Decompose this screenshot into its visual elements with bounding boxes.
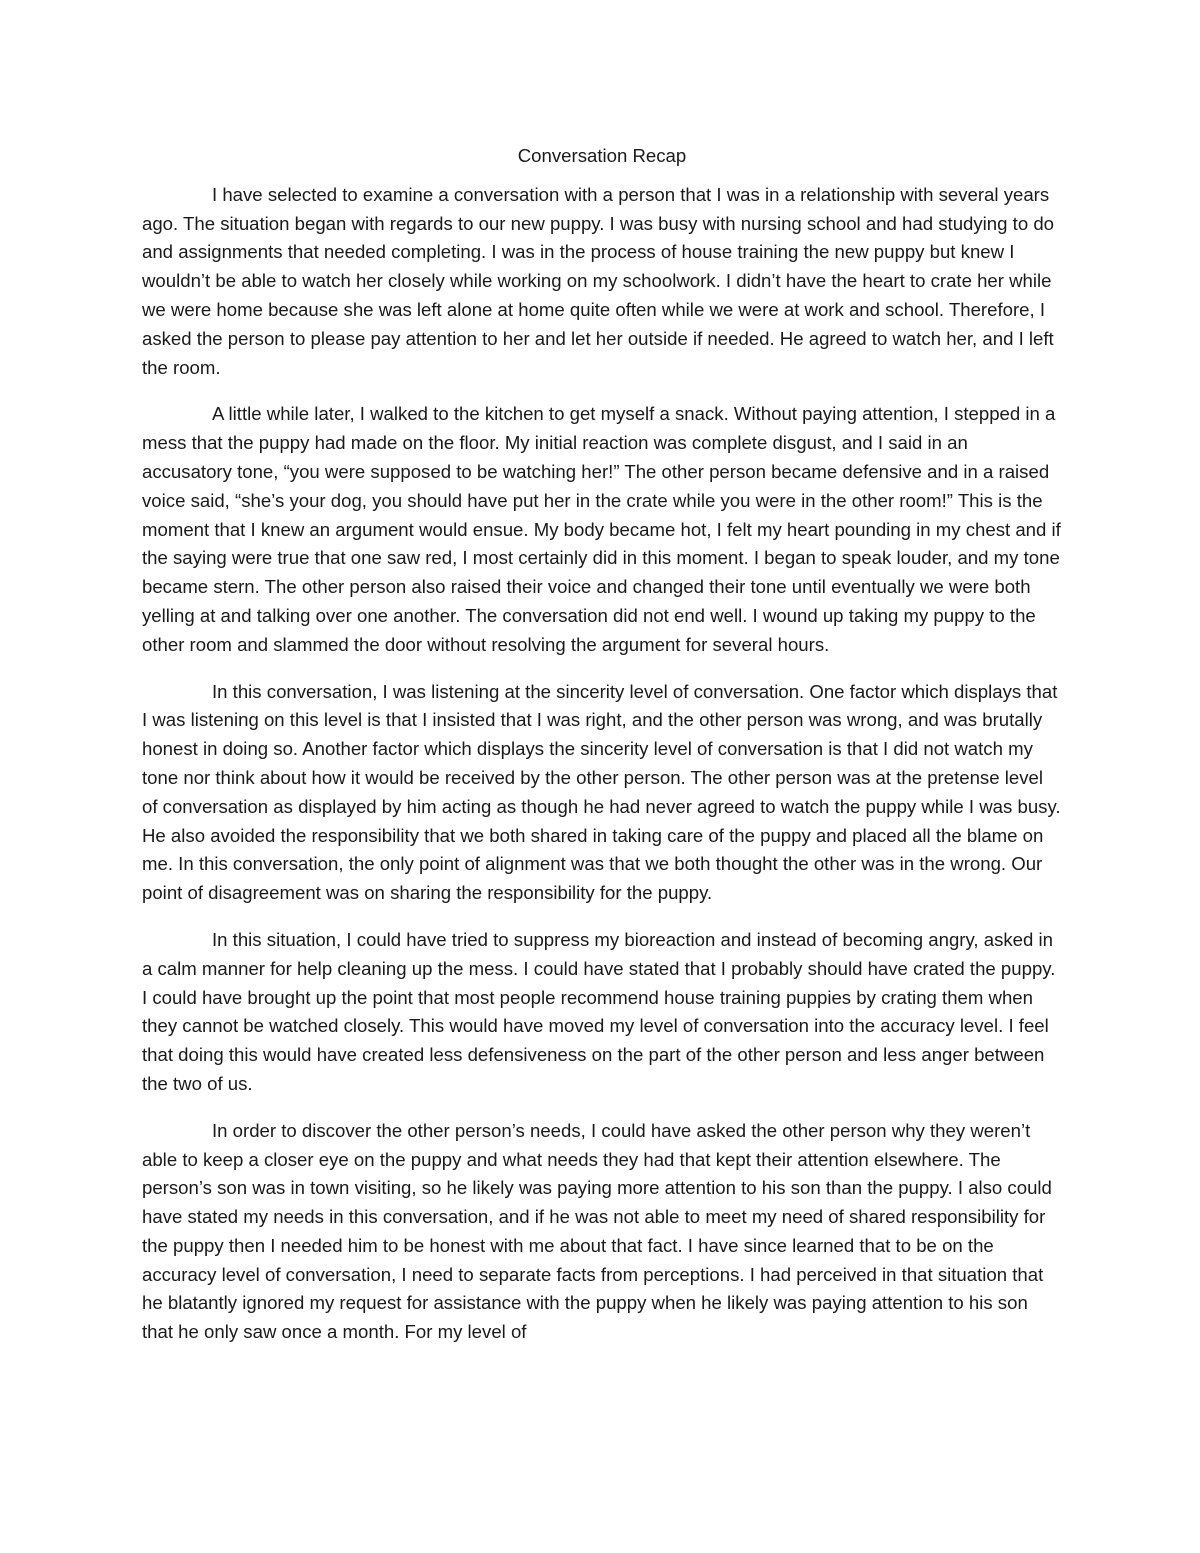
paragraph-1: I have selected to examine a conversation with a person that I was in a relationship with several years ago. The situation began with regards to our new puppy. I was busy with nursing school and had studying to do and assignments that needed completing. I was in the process of house training the new puppy but knew I wouldn’t be able to watch her closely while working on my schoolwork. I didn’t have the heart to crate her while we were home because she was left alone at home quite often while we were at work and school. Therefore, I asked the person to please pay attention to her and let her outside if needed. He agreed to watch her, and I left the room.: [142, 183, 1055, 378]
paragraph-5: In order to discover the other person’s needs, I could have asked the other person why they weren’t able to keep a closer eye on the puppy and what needs they had that kept their attention elsewhere. The person’s son was in town visiting, so he likely was paying more attention to his son than the puppy. I also could have stated my needs in this conversation, and if he was not able to meet my need of shared responsibility for the puppy then I needed him to be honest with me about that fact. I have since learned that to be on the accuracy level of conversation, I need to separate facts from perceptions. I had perceived in that situation that he blatantly ignored my request for assistance with the puppy when he likely was paying attention to his son that he only saw once a month. For my level of: [142, 1119, 1052, 1343]
document-body: [142, 142, 1062, 1365]
document-title: Conversation Recap: [517, 145, 687, 166]
paragraph-4: In this situation, I could have tried to suppress my bioreaction and instead of becoming angry, asked in a calm manner for help cleaning up the mess. I could have stated that I probably should have crated the puppy. I could have brought up the point that most people recommend house training puppies by crating them when they cannot be watched closely. This would have moved my level of conversation into the accuracy level. I feel that doing this would have created less defensiveness on the part of the other person and less anger between the two of us.: [142, 928, 1056, 1094]
paragraph-2: A little while later, I walked to the kitchen to get myself a snack. Without paying attention, I stepped in a mess that the puppy had made on the floor. My initial reaction was complete disgust, and I said in an accusatory tone, “you were supposed to be watching her!” The other person became defensive and in a raised voice said, “she’s your dog, you should have put her in the crate while you were in the other room!” This is the moment that I knew an argument would ensue. My body became hot, I felt my heart pounding in my chest and if the saying were true that one saw red, I most certainly did in this moment. I began to speak louder, and my tone became stern. The other person also raised their voice and changed their tone until eventually we were both yelling at and talking over one another. The conversation did not end well. I wound up taking my puppy to the other room and slammed the door without resolving the argument for several hours.: [142, 403, 1061, 655]
paragraph-3: In this conversation, I was listening at the sincerity level of conversation. One factor which displays that I was listening on this level is that I insisted that I was right, and the other person was wrong, and was brutally honest in doing so. Another factor which displays the sincerity level of conversation is that I did not watch my tone nor think about how it would be received by the other person. The other person was at the pretense level of conversation as displayed by him acting as though he had never agreed to watch the puppy while I was busy. He also avoided the responsibility that we both shared in taking care of the puppy and placed all the blame on me. In this conversation, the only point of alignment was that we both thought the other was in the wrong. Our point of disagreement was on sharing the responsibility for the puppy.: [142, 680, 1061, 904]
